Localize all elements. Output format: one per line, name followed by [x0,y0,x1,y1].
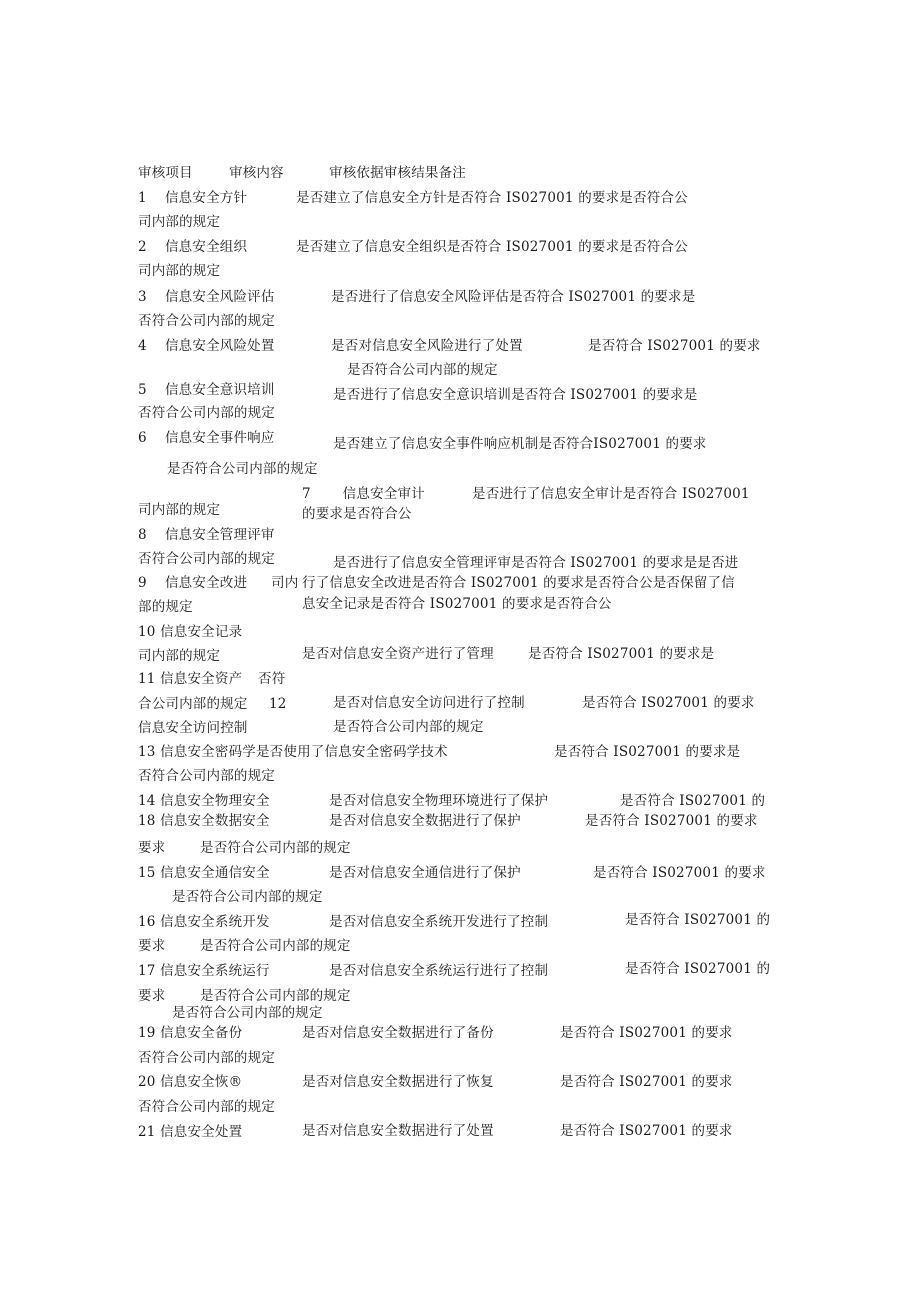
text-line: 否符合公司内部的规定 [138,1050,275,1066]
header-audit-item: 审核项目 [138,165,193,181]
text-line: 要求 [138,938,166,954]
text-line: 司内 [271,575,299,591]
text-line: 是否符合公司内部的规定 [200,938,351,954]
text-line: 否符合公司内部的规定 [138,1099,275,1115]
text-line: 是否建立了信息安全方针是否符合 IS027001 的要求是否符合公 [296,190,688,206]
text-line: 是否符合 IS027001 的要求 [560,1123,733,1139]
text-line: 是否对信息安全数据进行了处置 [302,1123,494,1139]
text-line: 是否符合 IS027001 的要求是 [554,744,741,760]
text-line: 17 信息安全系统运行 [138,963,270,979]
text-line: 是否对信息安全通信进行了保护 [329,865,521,881]
header-basis-result-notes: 审核依据审核结果备注 [329,165,466,181]
text-line: 信息安全访问控制 [138,720,248,736]
text-line: 要求 [138,840,166,856]
text-line: 司内部的规定 [138,263,221,279]
text-line: 是否对信息安全资产进行了管理 [302,646,494,662]
text-line: 司内部的规定 [138,214,221,230]
text-line: 的要求是否符合公 [302,506,412,522]
text-line: 是否符合 IS027001 的 [625,961,771,977]
text-line: 司内部的规定 [138,648,221,664]
text-line: 否符合公司内部的规定 [138,551,275,567]
text-line: 是否符合公司内部的规定 [333,719,484,735]
text-line: 18 信息安全数据安全 [138,813,270,829]
text-line: 否符合公司内部的规定 [138,405,275,421]
text-line: 是否进行了信息安全审计是否符合 IS027001 [472,486,750,502]
text-line: 11 信息安全资产 [138,671,243,687]
text-line: 是否符合 IS027001 的要求 [582,695,755,711]
text-line: 9 信息安全改进 [138,575,248,591]
text-line: 2 信息安全组织 [138,239,248,255]
text-line: 是否符合 IS027001 的要求 [560,1025,733,1041]
text-line: 是否对信息安全数据进行了保护 [329,813,521,829]
text-line: 16 信息安全系统开发 [138,914,270,930]
text-line: 是否符合 IS027001 的要求是 [528,646,715,662]
text-line: 20 信息安全恢® [138,1074,243,1090]
text-line: 是否对信息安全数据进行了备份 [302,1025,494,1041]
text-line: 21 信息安全处置 [138,1124,243,1140]
header-audit-content: 审核内容 [229,165,284,181]
text-line: 12 [269,696,287,712]
text-line: 否符合公司内部的规定 [138,313,275,329]
text-line: 是否对信息安全数据进行了恢复 [302,1074,494,1090]
text-line: 是否进行了信息安全风险评估是否符合 IS027001 的要求是 [331,289,696,305]
text-line: 14 信息安全物理安全 [138,793,270,809]
text-line: 是否符合 IS027001 的 [625,912,771,928]
text-line: 1 信息安全方针 [138,190,248,206]
text-line: 是否符合 IS027001 的 [620,793,766,809]
text-line: 6 信息安全事件响应 [138,430,275,446]
text-line: 是否符合公司内部的规定 [172,889,323,905]
text-line: 是否建立了信息安全事件响应机制是否符合IS027001 的要求 [333,436,707,452]
text-line: 是否对信息安全访问进行了控制 [333,695,525,711]
text-line: 是否符合公司内部的规定 [167,461,318,477]
text-line: 否符 [258,671,286,687]
text-line: 19 信息安全备份 [138,1025,243,1041]
text-line: 是否符合公司内部的规定 [347,362,498,378]
text-line: 要求 [138,988,166,1004]
text-line: 3 信息安全风险评估 [138,289,275,305]
text-line: 是否符合 IS027001 的要求 [560,1074,733,1090]
text-line: 合公司内部的规定 [138,696,248,712]
text-line: 否符合公司内部的规定 [138,768,275,784]
text-line: 部的规定 [138,599,193,615]
text-line: 是否符合 IS027001 的要求 [593,865,766,881]
text-line: 息安全记录是否符合 IS027001 的要求是否符合公 [302,596,612,612]
text-line: 15 信息安全通信安全 [138,865,270,881]
text-line: 是否符合公司内部的规定 [200,840,351,856]
text-line: 是否符合 IS027001 的要求 [585,813,758,829]
text-line: 是否符合 IS027001 的要求 [588,338,761,354]
text-line: 是否建立了信息安全组织是否符合 IS027001 的要求是否符合公 [296,239,688,255]
text-line: 10 信息安全记录 [138,624,243,640]
text-line: 7 信息安全审计 [302,486,425,502]
text-line: 是否对信息安全系统运行进行了控制 [329,963,549,979]
text-line: 行了信息安全改进是否符合 IS027001 的要求是否符合公是否保留了信 [302,575,735,591]
text-line: 4 信息安全风险处置 [138,338,275,354]
text-line: 是否对信息安全物理环境进行了保护 [329,793,549,809]
text-line: 司内部的规定 [138,502,221,518]
text-line: 是否进行了信息安全管理评审是否符合 IS027001 的要求是是否进 [333,555,739,571]
text-line: 5 信息安全意识培训 [138,382,275,398]
text-line: 是否对信息安全风险进行了处置 [331,338,523,354]
text-line: 是否对信息安全系统开发进行了控制 [329,914,549,930]
text-line: 8 信息安全管理评审 [138,527,275,543]
text-line: 是否符合公司内部的规定 [200,988,351,1004]
text-line: 是否进行了信息安全意识培训是否符合 IS027001 的要求是 [333,387,698,403]
text-line: 是否符合公司内部的规定 [172,1005,323,1021]
text-line: 13 信息安全密码学是否使用了信息安全密码学技术 [138,744,448,760]
